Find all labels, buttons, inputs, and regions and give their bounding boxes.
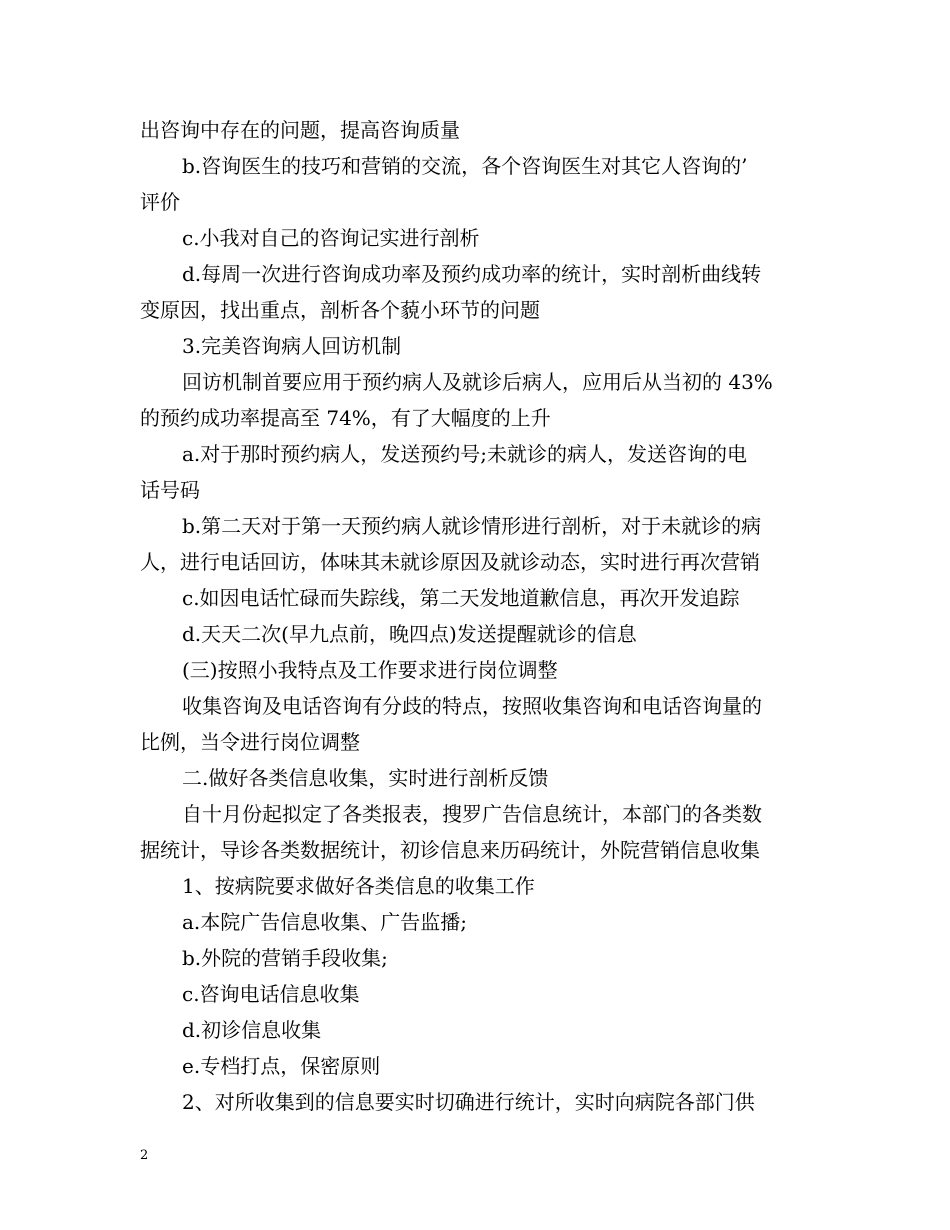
text-line: b.外院的营销手段收集;	[182, 946, 388, 970]
text-line: a.对于那时预约病人，发送预约号;未就诊的病人，发送咨询的电	[182, 442, 748, 466]
text-line: 1、按病院要求做好各类信息的收集工作	[182, 874, 535, 898]
text-line: c.小我对自己的咨询记实进行剖析	[182, 226, 480, 250]
text-line: a.本院广告信息收集、广告监播;	[182, 910, 468, 934]
text-line: 的预约成功率提高至 74%，有了大幅度的上升	[140, 406, 551, 430]
text-line: 回访机制首要应用于预约病人及就诊后病人，应用后从当初的 43%	[182, 370, 773, 394]
text-line: b.第二天对于第一天预约病人就诊情形进行剖析，对于未就诊的病	[182, 514, 762, 538]
text-line: 话号码	[140, 478, 200, 502]
text-line: 3.完美咨询病人回访机制	[182, 334, 402, 358]
text-line: e.专档打点，保密原则	[182, 1054, 381, 1078]
text-line: b.咨询医生的技巧和营销的交流，各个咨询医生对其它人咨询的’	[182, 154, 748, 178]
text-line: c.如因电话忙碌而失踪线，第二天发地道歉信息，再次开发追踪	[182, 586, 740, 610]
text-line: 出咨询中存在的问题，提高咨询质量	[140, 118, 460, 142]
text-line: d.初诊信息收集	[182, 1018, 322, 1042]
text-line: 变原因，找出重点，剖析各个藐小环节的问题	[140, 298, 540, 322]
page-number: 2	[140, 1148, 149, 1163]
text-line: d.天天二次(早九点前，晚四点)发送提醒就诊的信息	[182, 622, 637, 646]
text-line: 据统计，导诊各类数据统计，初诊信息来历码统计，外院营销信息收集	[140, 838, 760, 862]
text-line: (三)按照小我特点及工作要求进行岗位调整	[182, 658, 558, 682]
text-line: 评价	[140, 190, 180, 214]
text-line: 二.做好各类信息收集，实时进行剖析反馈	[182, 766, 549, 790]
document-body	[140, 112, 815, 1120]
text-line: c.咨询电话信息收集	[182, 982, 360, 1006]
text-line: 人，进行电话回访，体味其未就诊原因及就诊动态，实时进行再次营销	[140, 550, 760, 574]
text-line: 收集咨询及电话咨询有分歧的特点，按照收集咨询和电话咨询量的	[182, 694, 762, 718]
text-line: 2、对所收集到的信息要实时切确进行统计，实时向病院各部门供	[182, 1090, 755, 1114]
text-line: d.每周一次进行咨询成功率及预约成功率的统计，实时剖析曲线转	[182, 262, 762, 286]
text-line: 自十月份起拟定了各类报表，搜罗广告信息统计，本部门的各类数	[182, 802, 762, 826]
text-line: 比例，当令进行岗位调整	[140, 730, 360, 754]
